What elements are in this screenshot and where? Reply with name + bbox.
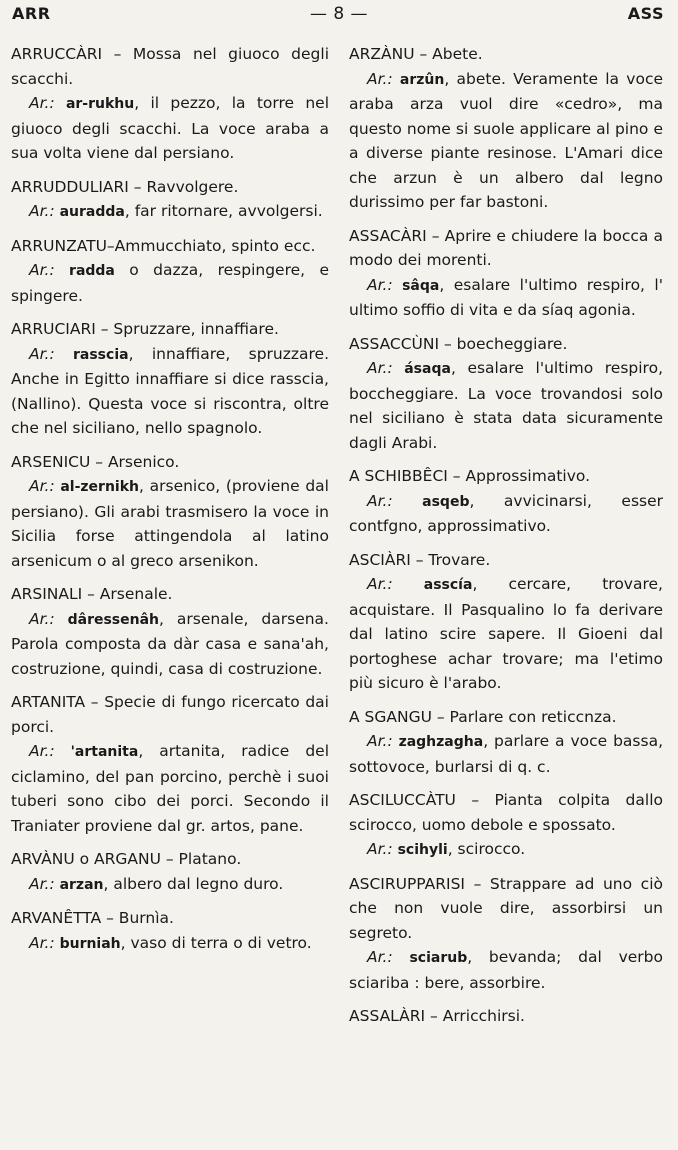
arabic-label: Ar.: [29, 609, 55, 628]
arabic-word: radda [54, 263, 115, 279]
headword: ASSACCÙNI [349, 334, 440, 353]
etymology [349, 273, 663, 323]
etymology [11, 607, 329, 682]
arabic-label: Ar.: [29, 202, 55, 220]
etymology-text: , arsenico, (proviene dal persiano). Gli arabi trasmisero la voce in Sicilia forse attingendola al latino arsenicum o al greco arsenikon. [11, 477, 329, 570]
dictionary-entry [349, 705, 663, 780]
definition-text: – Ravvolgere. [128, 177, 239, 196]
definition-text: – Approssimativo. [447, 467, 591, 485]
headword: A SCHIBBÊCI [349, 467, 448, 485]
arabic-label: Ar.: [29, 344, 55, 363]
arabic-label: Ar.: [367, 69, 393, 88]
header-right-guide-word: ASS [627, 4, 664, 23]
dictionary-entry [11, 317, 329, 441]
entry-definition [349, 705, 663, 730]
etymology [11, 199, 329, 225]
dictionary-entry [11, 234, 329, 309]
definition-text: – Pianta colpita dallo scirocco, uomo debole e spossato. [349, 791, 663, 834]
etymology-text: , arsenale, darsena. Parola composta da dàr casa e sana'ah, costruzione, quindi, casa di costruzione. [11, 609, 329, 678]
entry-definition [11, 317, 329, 342]
etymology-text: , albero dal legno duro. [103, 874, 284, 893]
dictionary-entry [349, 872, 663, 996]
etymology-text: , vaso di terra o di vetro. [120, 933, 312, 952]
dictionary-entry [349, 224, 663, 323]
entry-definition [11, 234, 329, 259]
header-left-guide-word: ARR [12, 4, 51, 23]
definition-text: – Specie di fungo ricercato dai porci. [11, 693, 329, 736]
entry-definition [349, 548, 663, 573]
definition-text: – Spruzzare, innaffiare. [95, 320, 279, 338]
page-number: — 8 — [309, 4, 369, 24]
etymology-text: , cercare, trovare, acquistare. Il Pasqualino lo fa derivare dal latino scire sapere. Il Gioeni dal portoghese achar trovare; ma l'etimo più sicuro è l'arabo. [349, 575, 663, 692]
definition-text: –Ammucchiato, spinto ecc. [106, 236, 316, 255]
headword: ASCILUCCÀTU [349, 791, 456, 809]
arabic-label: Ar.: [29, 742, 55, 760]
headword: ARVÀNU o ARGANU [11, 850, 161, 868]
entry-definition [349, 42, 663, 67]
entry-definition [11, 450, 329, 475]
dictionary-entry [11, 690, 329, 838]
headword: ARRUCCÀRI [11, 45, 103, 63]
etymology-text: , artanita, radice del ciclamino, del pan porcino, perchè i suoi tuberi sono cibo dei porci. Secondo il Traniater proviene dal gr. artos, pane. [11, 742, 329, 835]
definition-text: – Strappare ad uno ciò che non vuole dire, assorbirsi un segreto. [349, 874, 663, 942]
etymology-text: , far ritornare, avvolgersi. [124, 202, 323, 220]
etymology [11, 342, 329, 441]
entry-definition [349, 872, 663, 946]
dictionary-entry [11, 906, 329, 956]
left-column [11, 42, 329, 965]
entry-definition [349, 224, 663, 273]
etymology-text: , scirocco. [447, 840, 526, 858]
arabic-label: Ar.: [29, 261, 55, 279]
definition-text: – Burnìa. [101, 909, 174, 927]
headword: ASCIÀRI [349, 550, 411, 569]
definition-text: – Aprire e chiudere la bocca a modo dei morenti. [349, 226, 663, 269]
arabic-word: rasscia [54, 346, 129, 363]
dictionary-entry [349, 332, 663, 456]
entry-definition [11, 847, 329, 872]
definition-text: – Platano. [160, 850, 242, 868]
etymology-text: o dazza, respingere, e spingere. [11, 261, 329, 305]
etymology [11, 91, 329, 166]
etymology [11, 258, 329, 308]
arabic-word: sciarub [392, 950, 468, 966]
entry-definition [11, 582, 329, 607]
arabic-word: asqeb [392, 493, 470, 510]
etymology [349, 67, 663, 215]
arabic-word: burniah [54, 935, 121, 952]
entry-definition [11, 906, 329, 931]
dictionary-entry [349, 788, 663, 863]
arabic-word: scihyli [392, 842, 448, 858]
definition-text: – Mossa nel giuoco degli scacchi. [11, 45, 329, 88]
arabic-word: al-zernikh [54, 479, 139, 495]
headword: ARRUDDULIARI [11, 177, 129, 196]
etymology-text: , innaffiare, spruzzare. Anche in Egitto innaffiare si dice rasscia, (Nallino). Questa voce si riscontra, oltre che nel siciliano, nello spagnolo. [11, 344, 329, 437]
arabic-label: Ar.: [367, 732, 393, 750]
entry-definition [349, 332, 663, 357]
arabic-label: Ar.: [29, 94, 55, 112]
etymology [349, 356, 663, 455]
headword: ARTANITA [11, 693, 86, 711]
definition-text: – Trovare. [410, 550, 491, 569]
right-column [349, 42, 663, 1038]
etymology [11, 931, 329, 957]
arabic-word: 'artanita [54, 744, 139, 760]
entry-definition [11, 175, 329, 200]
etymology [349, 489, 663, 539]
etymology [349, 572, 663, 696]
headword: ASSACÀRI [349, 226, 427, 245]
headword: ARVANÊTTA [11, 909, 102, 927]
entry-definition [349, 464, 663, 489]
dictionary-entry [11, 847, 329, 897]
page-header [0, 4, 678, 30]
definition-text: – boecheggiare. [439, 334, 568, 353]
headword: ARRUNZATU [11, 236, 107, 255]
arabic-word: dâressenâh [54, 611, 160, 628]
etymology-text: , esalare l'ultimo respiro, boccheggiare. La voce trovandosi solo nel siciliano è stata data sicuramente dagli Arabi. [349, 359, 663, 452]
entry-definition [349, 788, 663, 837]
headword: ARZÀNU [349, 45, 415, 63]
arabic-word: auradda [54, 204, 125, 220]
arabic-word: ar-rukhu [54, 96, 135, 112]
dictionary-entry [349, 42, 663, 215]
dictionary-entry [11, 42, 329, 166]
definition-text: – Arsenale. [82, 585, 173, 603]
arabic-word: arzûn [392, 71, 445, 88]
definition-text: – Parlare con reticcnza. [431, 707, 617, 726]
etymology-text: , il pezzo, la torre nel giuoco degli scacchi. La voce araba a sua volta viene dal persiano. [11, 94, 330, 162]
arabic-label: Ar.: [367, 491, 393, 510]
headword: ASCIRUPPARISI [349, 874, 466, 893]
etymology [11, 474, 329, 573]
arabic-label: Ar.: [367, 575, 393, 593]
dictionary-entry [349, 1004, 663, 1029]
etymology [349, 837, 663, 863]
arabic-label: Ar.: [367, 359, 393, 377]
dictionary-entry [11, 175, 329, 225]
arabic-label: Ar.: [29, 933, 55, 952]
etymology [349, 729, 663, 779]
etymology-text: , bevanda; dal verbo sciariba : bere, assorbire. [349, 948, 663, 992]
arabic-word: arzan [54, 876, 104, 893]
dictionary-entry [349, 464, 663, 539]
entry-definition [11, 690, 329, 739]
entry-definition [349, 1004, 663, 1029]
arabic-word: sâqa [392, 277, 440, 294]
arabic-label: Ar.: [29, 874, 55, 893]
etymology [11, 872, 329, 898]
dictionary-entry [349, 548, 663, 696]
headword: ARSINALI [11, 585, 83, 603]
etymology [11, 739, 329, 838]
entry-definition [11, 42, 329, 91]
arabic-word: asscía [392, 577, 473, 593]
arabic-label: Ar.: [367, 948, 393, 966]
etymology-text: , abete. Veramente la voce araba arza vuol dire «cedro», ma questo nome si suole applicare al pino e a diverse piante resinose. L'Amari dice che arzun è un albero dal legno durissimo per far bastoni. [349, 69, 663, 211]
etymology-text: , avvicinarsi, esser contfgno, approssimativo. [349, 491, 663, 535]
headword: ASSALÀRI [349, 1007, 426, 1025]
definition-text: – Abete. [414, 45, 483, 63]
arabic-word: zaghzagha [392, 734, 484, 750]
etymology-text: , parlare a voce bassa, sottovoce, burlarsi di q. c. [349, 732, 663, 776]
arabic-word: ásaqa [392, 361, 451, 377]
headword: A SGANGU [349, 707, 432, 726]
etymology [349, 945, 663, 995]
arabic-label: Ar.: [367, 840, 393, 858]
arabic-label: Ar.: [367, 275, 393, 294]
etymology-text: , esalare l'ultimo respiro, l' ultimo soffio di vita e da síaq agonia. [349, 275, 663, 319]
definition-text: – Arricchirsi. [425, 1007, 525, 1025]
headword: ARSENICU [11, 452, 91, 471]
dictionary-entry [11, 582, 329, 681]
arabic-label: Ar.: [29, 477, 55, 495]
dictionary-entry [11, 450, 329, 574]
headword: ARRUCIARI [11, 320, 96, 338]
definition-text: – Arsenico. [90, 452, 180, 471]
